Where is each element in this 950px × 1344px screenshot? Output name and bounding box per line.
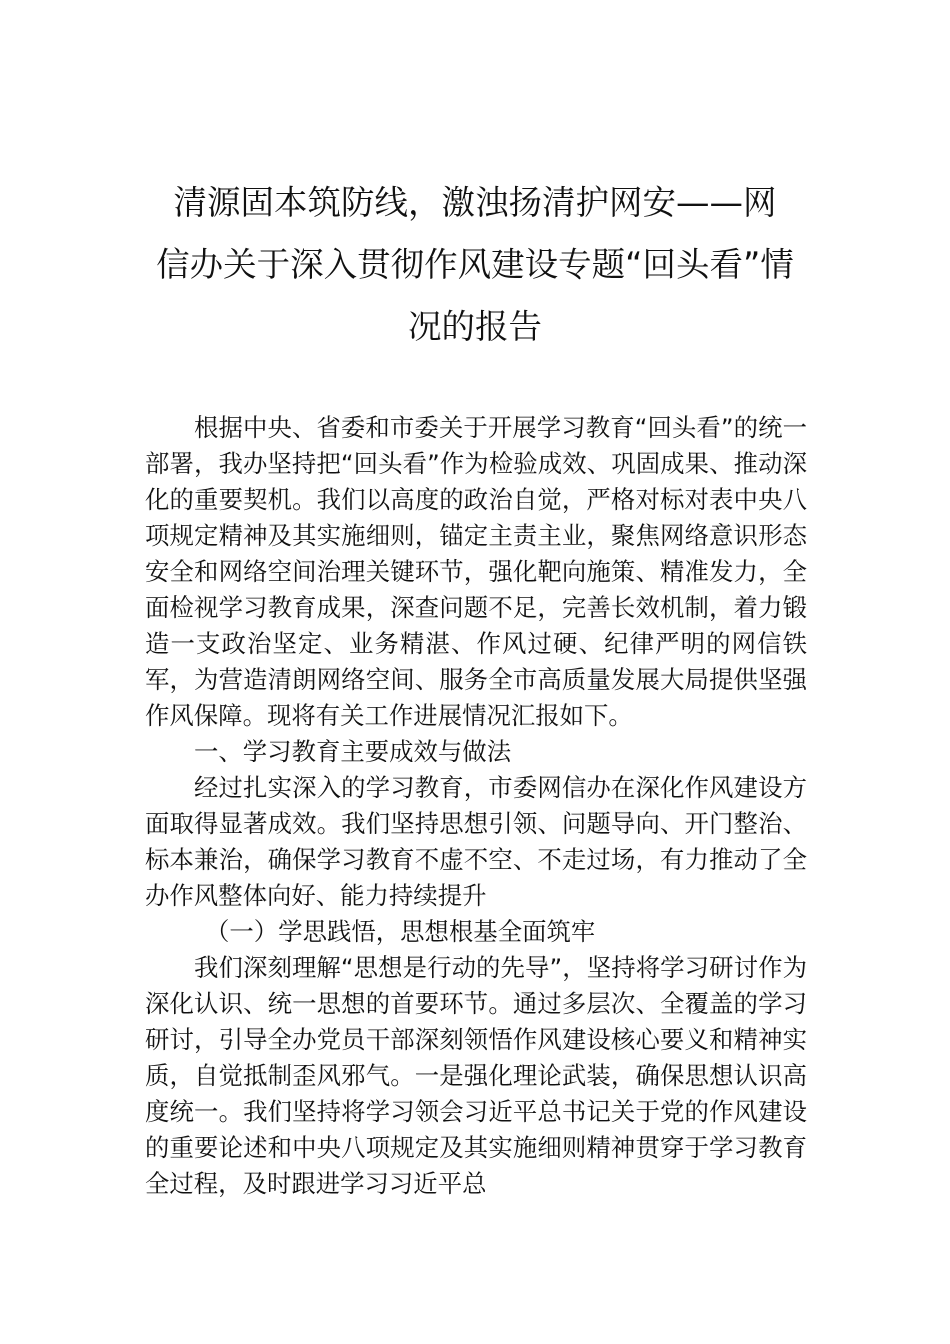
section-1-paragraph: 经过扎实深入的学习教育，市委网信办在深化作风建设方面取得显著成效。我们坚持思想引领、问题导向、开门整治、标本兼治，确保学习教育不虚不空、不走过场，有力推动了全办作风整体向好、能力持续提升: [145, 773, 807, 910]
title-line-1: 清源固本筑防线，激浊扬清护网安——网: [173, 183, 777, 222]
document-body: [145, 410, 807, 1202]
title-line-3: 况的报告: [408, 307, 542, 346]
subsection-1-paragraph: 我们深刻理解“思想是行动的先导”，坚持将学习研讨作为深化认识、统一思想的首要环节。通过多层次、全覆盖的学习研讨，引导全办党员干部深刻领悟作风建设核心要义和精神实质，自觉抵制歪风邪气。一是强化理论武装，确保思想认识高度统一。我们坚持将学习领会习近平总书记关于党的作风建设的重要论述和中央八项规定及其实施细则精神贯穿于学习教育全过程，及时跟进学习习近平总: [145, 953, 807, 1198]
intro-paragraph: 根据中央、省委和市委关于开展学习教育“回头看”的统一部署，我办坚持把“回头看”作为检验成效、巩固成果、推动深化的重要契机。我们以高度的政治自觉，严格对标对表中央八项规定精神及其实施细则，锚定主责主业，聚焦网络意识形态安全和网络空间治理关键环节，强化靶向施策、精准发力，全面检视学习教育成果，深查问题不足，完善长效机制，着力锻造一支政治坚定、业务精湛、作风过硬、纪律严明的网信铁军，为营造清朗网络空间、服务全市高质量发展大局提供坚强作风保障。现将有关工作进展情况汇报如下。: [145, 413, 807, 730]
title-line-2: 信办关于深入贯彻作风建设专题“回头看”情: [156, 245, 794, 284]
section-heading-1: 一、学习教育主要成效与做法: [194, 737, 512, 766]
subsection-heading-1: （一）学思践悟，思想根基全面筑牢: [205, 917, 596, 946]
document-title: [140, 172, 810, 358]
